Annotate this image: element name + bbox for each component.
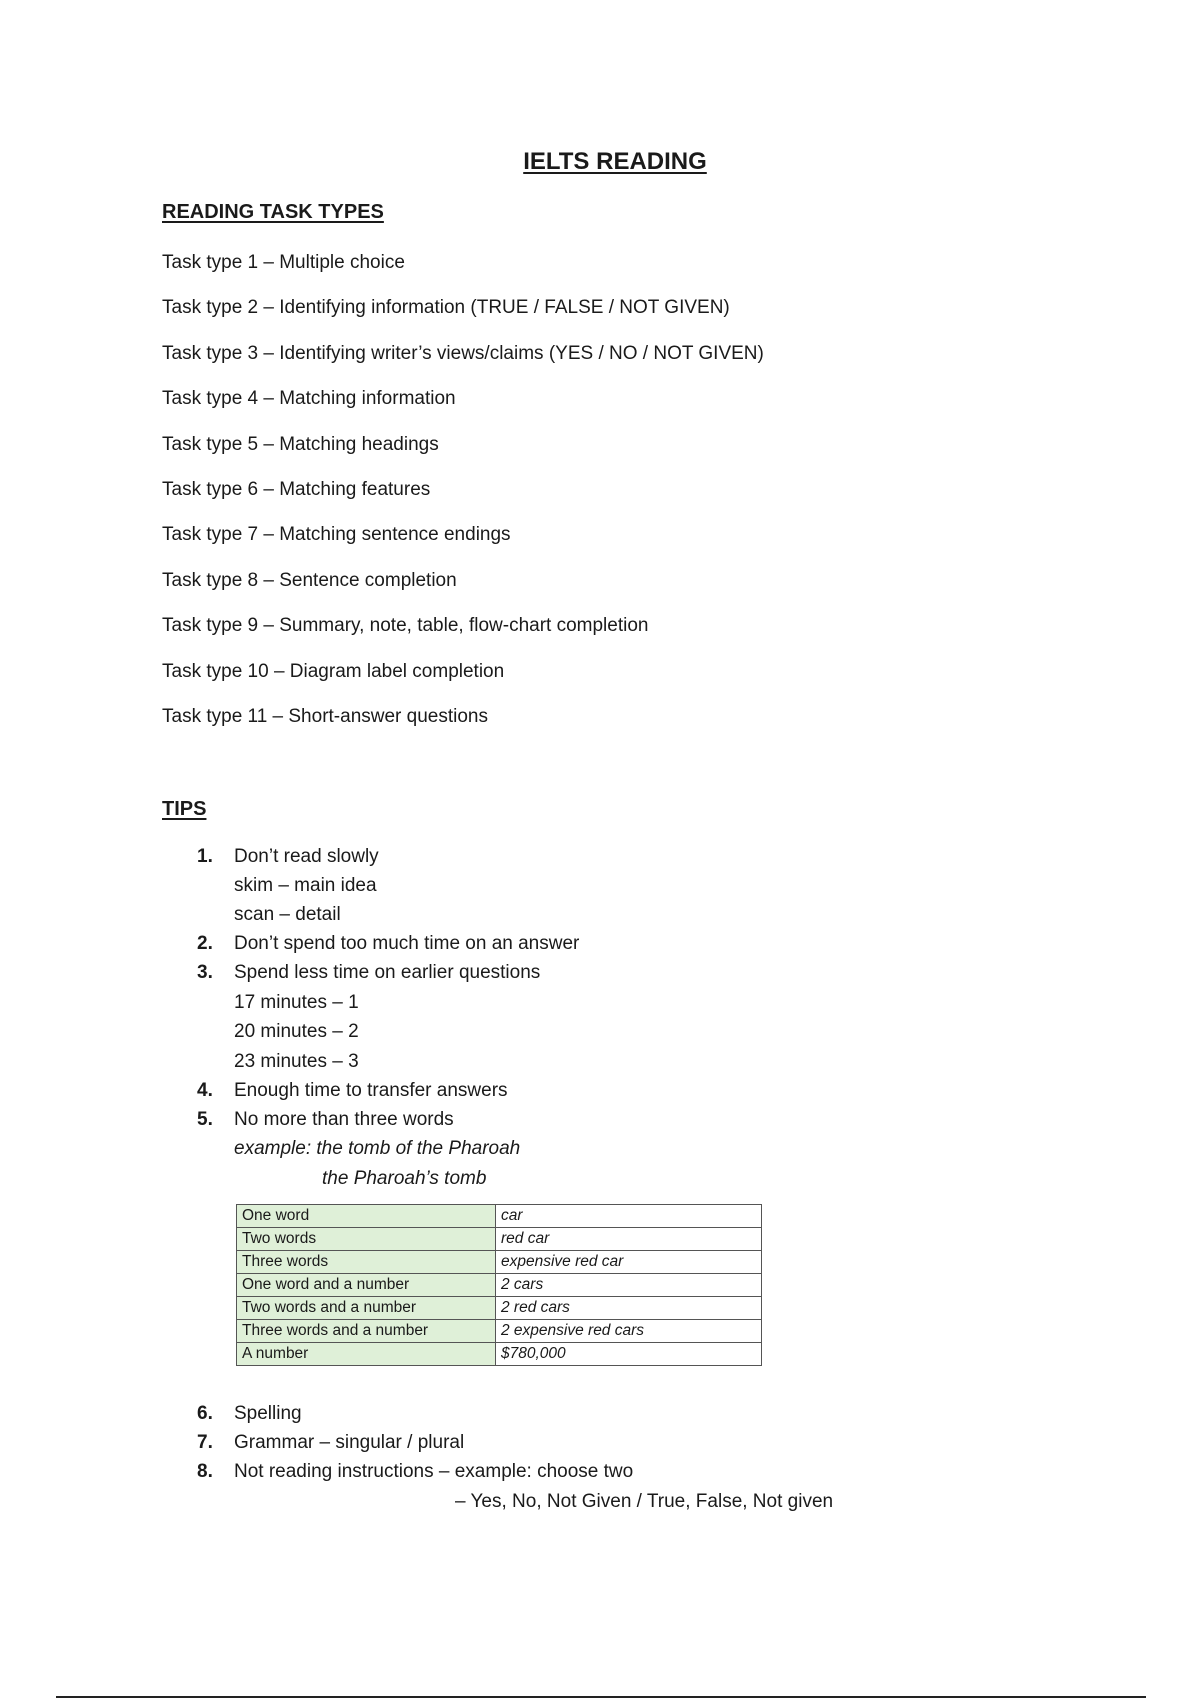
tip-text: Spend less time on earlier questions (234, 962, 541, 983)
table-cell-label: One word and a number (237, 1274, 496, 1297)
table-cell-example: 2 cars (496, 1274, 762, 1297)
tip-text: Not reading instructions – example: choose two (234, 1461, 634, 1482)
tip-subline: – Yes, No, Not Given / True, False, Not given (455, 1491, 834, 1512)
tips-heading: TIPS (162, 798, 207, 820)
list-item: Task type 9 – Summary, note, table, flow-chart completion (162, 615, 649, 637)
table-row (237, 1297, 762, 1320)
table-cell-label: A number (237, 1343, 496, 1366)
tip-example: the Pharoah’s tomb (322, 1168, 487, 1189)
list-item: Task type 3 – Identifying writer’s views/claims (YES / NO / NOT GIVEN) (162, 342, 764, 364)
table-cell-example: 2 expensive red cars (496, 1320, 762, 1343)
list-item: Task type 11 – Short-answer questions (162, 705, 488, 727)
page-bottom-divider (56, 1696, 1146, 1698)
list-item: Task type 6 – Matching features (162, 478, 431, 500)
tip-number: 7. (197, 1432, 213, 1453)
tip-example: example: the tomb of the Pharoah (234, 1138, 521, 1159)
tip-subline: 20 minutes – 2 (234, 1021, 359, 1042)
table-row (237, 1228, 762, 1251)
list-item: Task type 5 – Matching headings (162, 433, 439, 455)
tip-number: 1. (197, 846, 213, 867)
table-cell-example: 2 red cars (496, 1297, 762, 1320)
table-cell-label: Two words and a number (237, 1297, 496, 1320)
task-type-list (162, 250, 764, 749)
tip-number: 6. (197, 1403, 213, 1424)
table-row (237, 1320, 762, 1343)
table-cell-label: Two words (237, 1228, 496, 1251)
table-cell-label: Three words (237, 1251, 496, 1274)
tip-subline: skim – main idea (234, 875, 377, 896)
table-row (237, 1274, 762, 1297)
tip-number: 5. (197, 1109, 213, 1130)
table-cell-example: car (496, 1205, 762, 1228)
tip-number: 8. (197, 1461, 213, 1482)
tip-number: 4. (197, 1080, 213, 1101)
tip-text: Enough time to transfer answers (234, 1080, 508, 1101)
list-item: Task type 2 – Identifying information (TRUE / FALSE / NOT GIVEN) (162, 297, 730, 319)
tip-text: No more than three words (234, 1109, 454, 1130)
tip-subline: 17 minutes – 1 (234, 992, 359, 1013)
task-types-heading: READING TASK TYPES (162, 201, 384, 223)
list-item: Task type 8 – Sentence completion (162, 569, 457, 591)
list-item: Task type 7 – Matching sentence endings (162, 524, 511, 546)
tip-number: 2. (197, 933, 213, 954)
table-cell-example: $780,000 (496, 1343, 762, 1366)
tip-subline: 23 minutes – 3 (234, 1051, 359, 1072)
list-item: Task type 4 – Matching information (162, 388, 456, 410)
word-count-table (236, 1204, 762, 1366)
table-row (237, 1251, 762, 1274)
table-row (237, 1205, 762, 1228)
table-cell-label: One word (237, 1205, 496, 1228)
tip-subline: scan – detail (234, 904, 341, 925)
table-row (237, 1343, 762, 1366)
tip-number: 3. (197, 962, 213, 983)
table-cell-example: expensive red car (496, 1251, 762, 1274)
tip-text: Don’t read slowly (234, 846, 379, 867)
tip-text: Don’t spend too much time on an answer (234, 933, 580, 954)
tip-text: Spelling (234, 1403, 302, 1424)
table-cell-example: red car (496, 1228, 762, 1251)
list-item: Task type 1 – Multiple choice (162, 252, 405, 273)
table-cell-label: Three words and a number (237, 1320, 496, 1343)
tip-text: Grammar – singular / plural (234, 1432, 465, 1453)
list-item: Task type 10 – Diagram label completion (162, 660, 505, 682)
page-title: IELTS READING (523, 148, 707, 175)
